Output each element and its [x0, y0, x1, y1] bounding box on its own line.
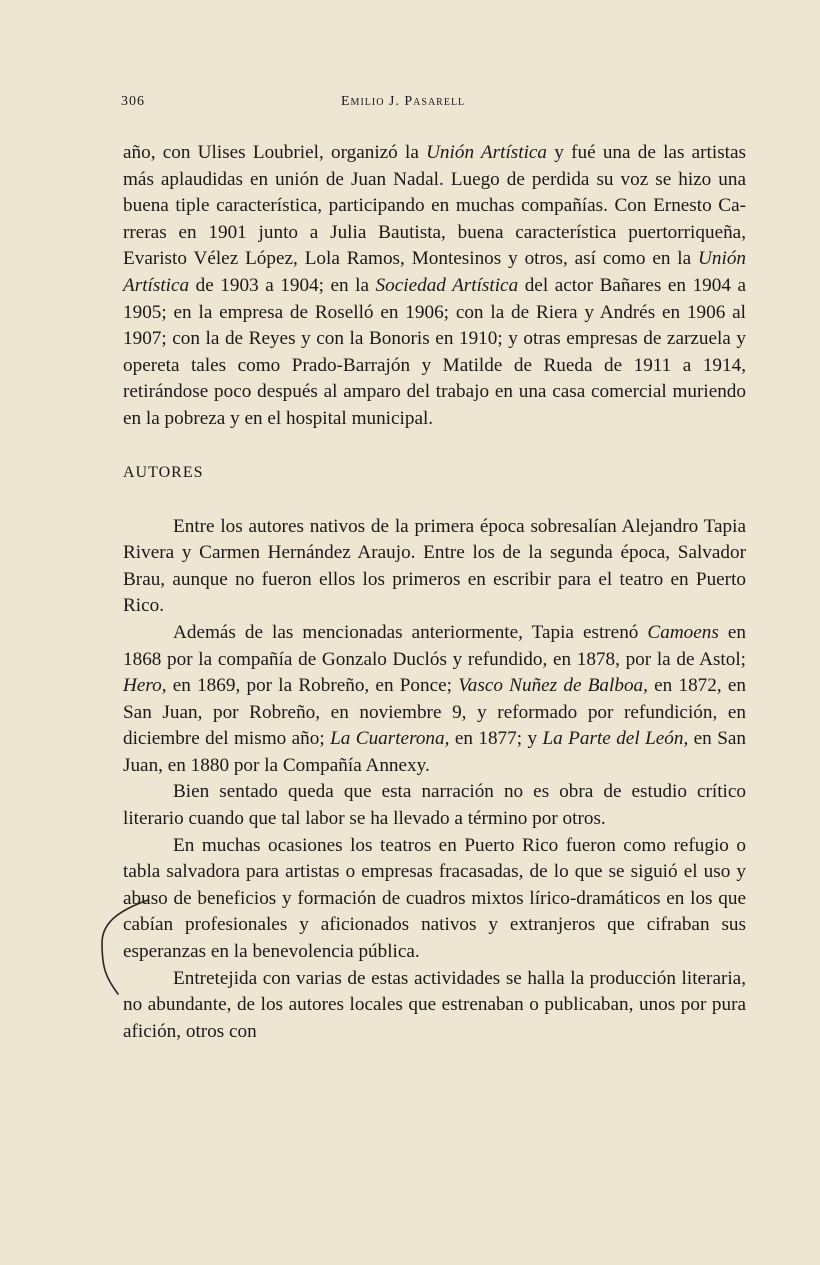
text-run: del actor Bañares en 1904 a 1905; en la empresa de Roselló en 1906; con la de Riera y Andrés en 1906 al 1907; con la de Reyes y con la Bonoris en 1910; y otras empresas de zarzuela y opereta tales como Prado-Barrajón y Matilde de Rueda de 1911 a 1914, retirándose poco después al amparo del trabajo en una casa comercial muriendo en la pobreza y en el hospital municipal. [123, 274, 746, 429]
italic-title: Vasco Nuñez de Balboa, [458, 675, 648, 697]
italic-title: La Cuarterona, [330, 728, 450, 750]
paragraph-continuation [123, 140, 746, 433]
paragraph [123, 966, 746, 1046]
body-text [123, 140, 746, 1045]
text-run: en San Juan, en 1880 por la Compañía Annexy. [123, 728, 746, 776]
text-run: Bien sentado queda que esta narración no es obra de estudio crítico literario cuando que tal labor se ha llevado a término por otros. [123, 781, 746, 830]
handwritten-bracket-mark [90, 898, 150, 998]
paragraph [123, 833, 746, 966]
italic-title: Camoens [647, 621, 719, 643]
paragraph [123, 514, 746, 620]
text-run: Entre los autores nativos de la primera época sobresalían Alejandro Tapia Rivera y Carmen Hernández Araujo. Entre los de la segunda época, Salvador Brau, aunque no fueron ellos los primeros en escribir para el teatro en Puerto Rico. [123, 515, 746, 617]
italic-title: Unión Artística [123, 248, 746, 296]
text-run: año, con Ulises Loubriel, organizó la [123, 142, 427, 163]
text-run: en 1868 por la compañía de Gonzalo Duclós y refundido, en 1878, por la de Astol; [123, 621, 746, 670]
text-run: En muchas ocasiones los teatros en Puerto Rico fueron como refugio o tabla salvadora para artistas o empresas fracasadas, de lo que se siguió el uso y abuso de beneficios y formación de cuadros mixtos lírico-dramáticos en los que cabían profesionales y aficionados nativos y extranjeros que cifraban sus esperanzas en la benevolencia pública. [123, 834, 746, 963]
text-run: en 1869, por la Robreño, en Ponce; [166, 675, 459, 697]
italic-title: La Parte del León, [542, 728, 689, 750]
italic-title: Unión Artística [426, 142, 548, 163]
text-run: y fué una de las artistas más aplaudidas en unión de Juan Nadal. Luego de perdida su voz se hizo una buena tiple característica, participando en muchas compañías. Con Ernesto Carreras en 1901 junto a Julia Bautista, buena característica puertorriqueña, Evaristo Vélez López, Lola Ramos, Montesinos y otros, así como en la [123, 142, 747, 270]
text-run: en 1872, en San Juan, por Robreño, en noviembre 9, y reformado por refundición, en diciembre del mismo año; [123, 675, 746, 750]
section-heading: AUTORES [123, 463, 204, 481]
page-number: 306 [121, 94, 145, 109]
italic-title: Sociedad Artística [375, 274, 519, 296]
text-run: Entretejida con varias de estas actividades se halla la producción literaria, no abundante, de los autores locales que estrenaban o publicaban, unos por pura afición, otros con [123, 967, 746, 1042]
italic-title: Hero, [123, 675, 167, 697]
paragraph-bracketed [123, 779, 746, 832]
text-run: de 1903 a 1904; en la [189, 274, 376, 296]
text-run: Además de las mencionadas anteriormente, Tapia estrenó [173, 621, 648, 643]
running-head: Emilio J. Pasarell [341, 94, 466, 109]
text-run: en 1877; y [449, 728, 543, 750]
page-header [121, 94, 746, 114]
paragraph [123, 620, 746, 780]
